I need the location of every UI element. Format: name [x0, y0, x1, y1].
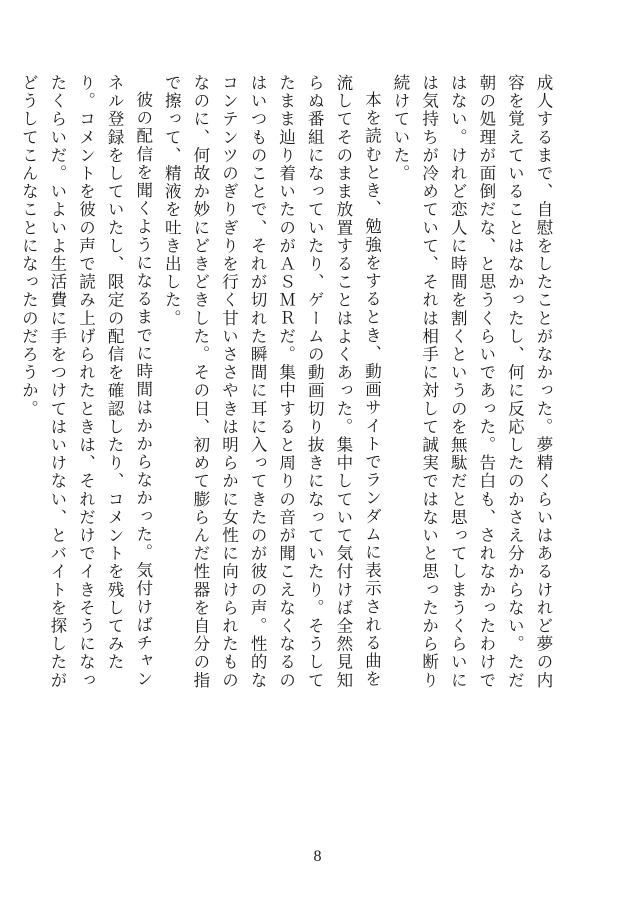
page-number: 8 [313, 848, 322, 865]
paragraph: 本を読むとき、勉強をするとき、動画サイトでランダムに表示される曲を流してそのまま放置することはよくあった。集中していて気付けば全然見知らぬ番組になっていたり、ゲームの動画切り抜きになっていたり。そうしてたまま辿り着いたのがＡＳＭＲだ。集中すると周りの音が聞こえなくなるのはいつものことで、それが切れた瞬間に耳に入ってきたのが彼の声。性的なコンテンツのぎりぎりを行く甘いささやきは明らかに女性に向けられたものなのに、何故か妙にどきどきした。その日、初めて膨らんだ性器を自分の指で擦って、精液を吐き出した。 [162, 74, 382, 690]
paragraph: 成人するまで、自慰をしたことがなかった。夢精くらいはあるけれど夢の内容を覚えていることはなかったし、何に反応したのかさえ分からない。ただ朝の処理が面倒だな、と思うくらいであった。告白も、されなかったわけではない。けれど恋人に時間を割くというのを無駄だと思ってしまうくらいには気持ちが冷めていて、それは相手に対して誠実ではないと思ったから断り続けていた。 [391, 74, 553, 690]
vertical-text-body [14, 74, 557, 694]
paragraph: 彼の配信を聞くようになるまでに時間はかからなかった。気付けばチャンネル登録をしていたし、限定の配信を確認したり、コメントを残してみたり。コメントを彼の声で読み上げられたときは、それだけでイきそうになったくらいだ。いよいよ生活費に手をつけてはいけない、とバイトを探したがどうしてこんなことになったのだろうか。 [19, 74, 153, 690]
